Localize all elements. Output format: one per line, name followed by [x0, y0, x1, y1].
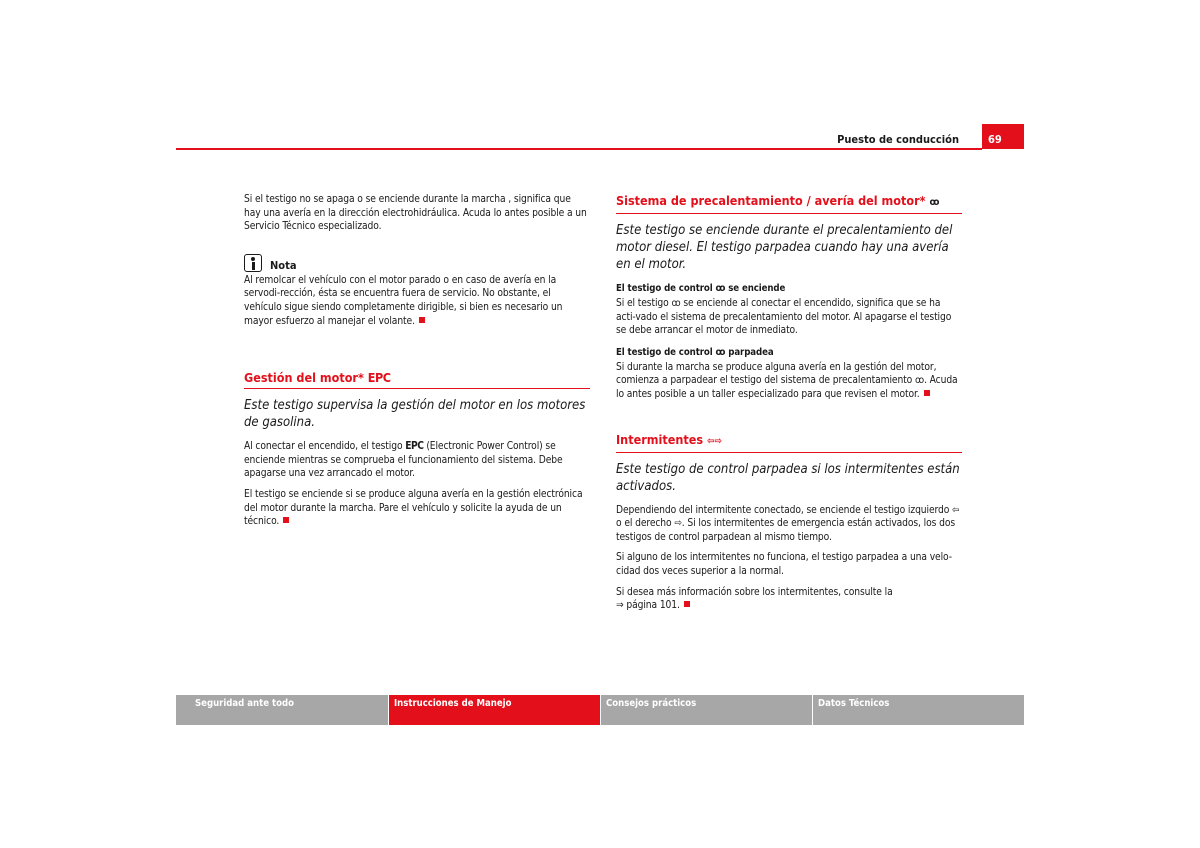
section-heading-engine-management: [244, 370, 590, 389]
text-span: se enciende: [728, 283, 786, 294]
note-text: Al remolcar el vehículo con el motor parado o en caso de avería en la servodi-rección, ésta se encuentra fuera de servicio. No obstante, el vehículo sigue siendo completamente dirigible, si bien es necesario un mayor esfuerzo al manejar el volante.: [244, 274, 563, 327]
text-span: o el derecho: [616, 518, 672, 530]
page-header-title: Puesto de conducción: [837, 133, 959, 146]
left-turn-arrow-icon: ⇦: [706, 435, 715, 447]
section-heading-preheating: [616, 193, 962, 214]
info-icon: [244, 254, 262, 272]
left-column: [244, 193, 590, 529]
intro-paragraph: Si el testigo no se apaga o se enciende durante la marcha , significa que hay una avería en la dirección electrohidráulica. Acuda lo antes posible a un Servicio Técnico especializado.: [244, 194, 587, 233]
footer-tab-practical-tips[interactable]: Consejos prácticos: [601, 695, 812, 725]
page-reference-link[interactable]: ⇒ página 101.: [616, 600, 680, 612]
text-span: Si durante la marcha se produce alguna avería en la gestión del motor, comienza a parpadear el testigo del sistema de precalentamiento: [616, 361, 937, 387]
glow-plug-icon: ꝏ: [715, 346, 726, 358]
turn-signal-paragraph-2: Si alguno de los intermitentes no funciona, el testigo parpadea a una velo-cidad dos veces superior a la normal.: [616, 552, 952, 577]
subheading-lights: [616, 282, 962, 295]
text-span: (Electronic Power Control) se enciende mientras se comprueba el funcionamiento del sistema. Debe apagarse una vez arrancado el motor.: [244, 441, 563, 480]
note-paragraph: [244, 274, 590, 328]
right-column: [616, 193, 962, 613]
glow-plug-icon: ꝏ: [914, 375, 925, 387]
epc-icon: EPC: [405, 441, 424, 453]
right-turn-arrow-icon: ⇨: [714, 435, 723, 447]
turn-signal-paragraph-1: [616, 504, 962, 545]
section-title: Intermitentes: [616, 431, 704, 447]
text-span: Dependiendo del intermitente conectado, se enciende el testigo izquierdo: [616, 504, 950, 516]
note-heading: [244, 254, 590, 272]
text-span: Si el testigo: [616, 298, 669, 309]
left-turn-arrow-icon: ⇦: [952, 504, 960, 516]
glow-plug-icon: ꝏ: [715, 283, 726, 294]
text-span: El testigo de control: [616, 346, 713, 358]
end-mark-icon: [283, 517, 289, 523]
text-span: El testigo se enciende si se produce alguna avería en la gestión electrónica del motor durante la marcha. Pare el vehículo y solicite la ayuda de un técnico.: [244, 488, 583, 528]
section-lead: Este testigo de control parpadea si los intermitentes están activados.: [616, 461, 960, 494]
page-number: 69: [982, 124, 1024, 149]
glow-plug-icon: ꝏ: [671, 298, 681, 309]
section-lead: Este testigo se enciende durante el precalentamiento del motor diesel. El testigo parpadea cuando hay una avería en el motor.: [616, 223, 953, 272]
epc-paragraph-2: [244, 488, 590, 529]
section-lead: Este testigo supervisa la gestión del motor en los motores de gasolina.: [244, 398, 586, 431]
section-title: Gestión del motor*: [244, 370, 364, 386]
turn-signal-paragraph-3: [616, 586, 962, 613]
subheading-flashes: [616, 346, 962, 359]
text-span: Al conectar el encendido, el testigo: [244, 441, 403, 453]
end-mark-icon: [684, 601, 690, 607]
right-turn-arrow-icon: ⇨: [674, 518, 682, 530]
text-span: Si desea más información sobre los intermitentes, consulte la: [616, 586, 893, 598]
footer-tab-operating-instructions[interactable]: Instrucciones de Manejo: [389, 695, 600, 725]
footer-tab-safety[interactable]: Seguridad ante todo: [176, 695, 388, 725]
text-span: . Acuda lo antes posible a un taller especializado para que revisen el motor.: [616, 375, 958, 400]
text-span: se enciende al conectar el encendido, significa que se ha acti-vado el sistema de precalentamiento del motor. Al apagarse el testigo se debe arrancar el motor de inmediato.: [616, 298, 952, 337]
footer-tab-technical-data[interactable]: Datos Técnicos: [813, 695, 1024, 725]
preheat-paragraph-2: [616, 361, 962, 402]
text-span: parpadea: [728, 346, 774, 358]
text-span: . Si los intermitentes de emergencia están activados, los dos testigos de control parpadean al mismo tiempo.: [616, 518, 956, 543]
header-rule: [176, 148, 982, 150]
epc-paragraph-1: [244, 440, 590, 481]
epc-icon: EPC: [367, 370, 391, 386]
preheat-paragraph-1: [616, 297, 962, 338]
end-mark-icon: [419, 317, 425, 323]
end-mark-icon: [924, 390, 930, 396]
section-title: Sistema de precalentamiento / avería del motor*: [616, 193, 926, 208]
note-label: Nota: [270, 258, 297, 272]
section-heading-turn-signals: [616, 432, 962, 453]
glow-plug-icon: ꝏ: [929, 197, 940, 208]
text-span: El testigo de control: [616, 283, 713, 294]
